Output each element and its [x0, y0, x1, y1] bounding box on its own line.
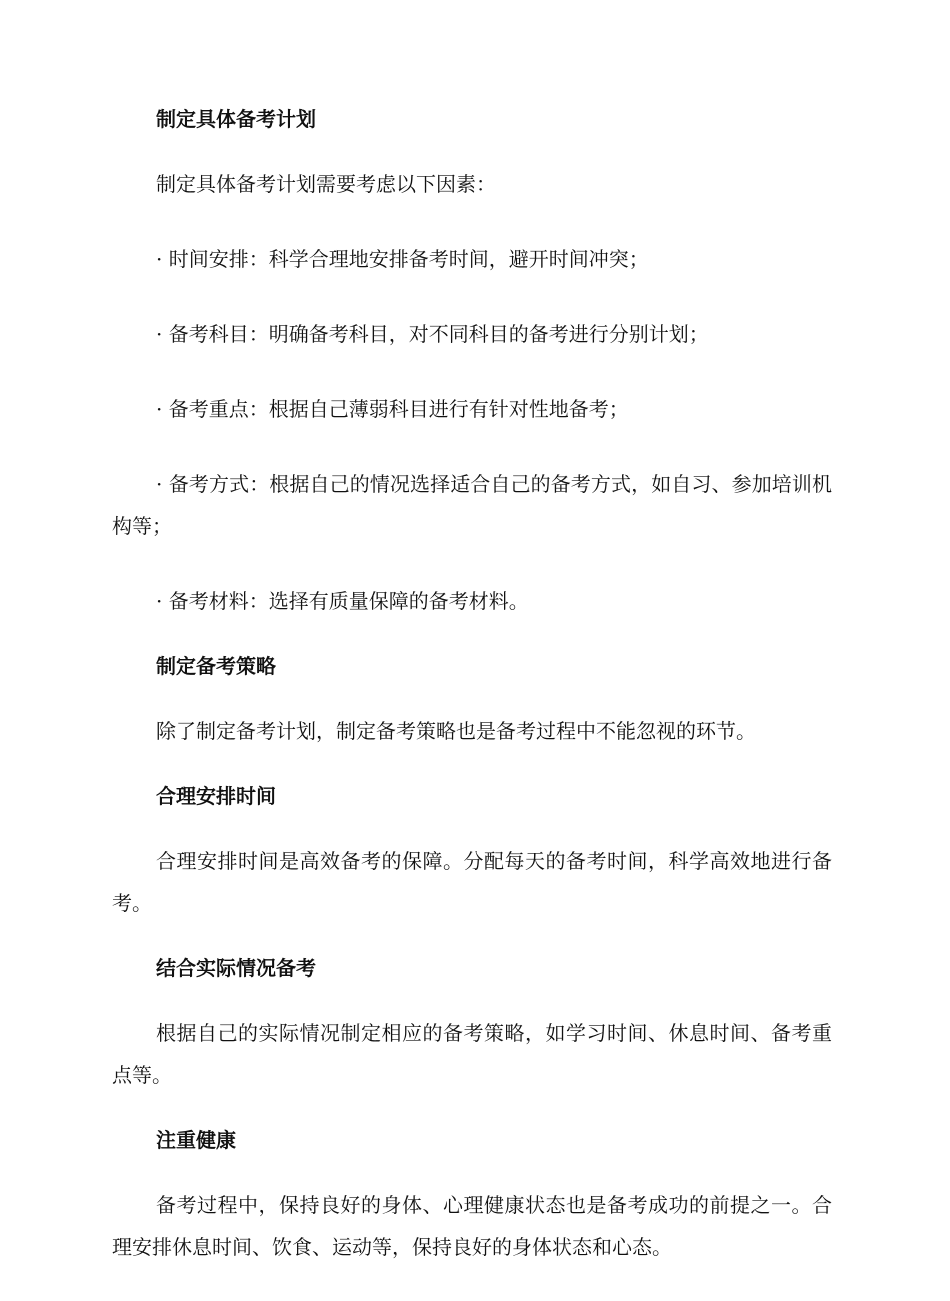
list-item-method: · 备考方式：根据自己的情况选择适合自己的备考方式，如自习、参加培训机构等； [112, 472, 832, 538]
section-heading-time: 合理安排时间 [156, 784, 276, 808]
section-paragraph-health: 备考过程中，保持良好的身体、心理健康状态也是备考成功的前提之一。合理安排休息时间、饮食、运动等，保持良好的身体状态和心态。 [112, 1193, 832, 1259]
section-heading-actual: 结合实际情况备考 [156, 956, 316, 980]
section-heading-plan: 制定具体备考计划 [156, 107, 316, 131]
section-paragraph-actual: 根据自己的实际情况制定相应的备考策略，如学习时间、休息时间、备考重点等。 [112, 1021, 832, 1087]
factor-list [112, 238, 832, 622]
list-item-materials: · 备考材料：选择有质量保障的备考材料。 [156, 589, 529, 613]
document-page [112, 108, 832, 1301]
section-paragraph-plan: 制定具体备考计划需要考虑以下因素： [156, 172, 496, 196]
list-item-subjects: · 备考科目：明确备考科目，对不同科目的备考进行分别计划； [156, 322, 709, 346]
section-heading-health: 注重健康 [156, 1128, 236, 1152]
section-heading-strategy: 制定备考策略 [156, 654, 276, 678]
section-paragraph-time: 合理安排时间是高效备考的保障。分配每天的备考时间，科学高效地进行备考。 [112, 849, 832, 915]
list-item-time: · 时间安排：科学合理地安排备考时间，避开时间冲突； [156, 247, 649, 271]
section-paragraph-strategy: 除了制定备考计划，制定备考策略也是备考过程中不能忽视的环节。 [156, 719, 756, 743]
list-item-focus: · 备考重点：根据自己薄弱科目进行有针对性地备考； [156, 397, 629, 421]
